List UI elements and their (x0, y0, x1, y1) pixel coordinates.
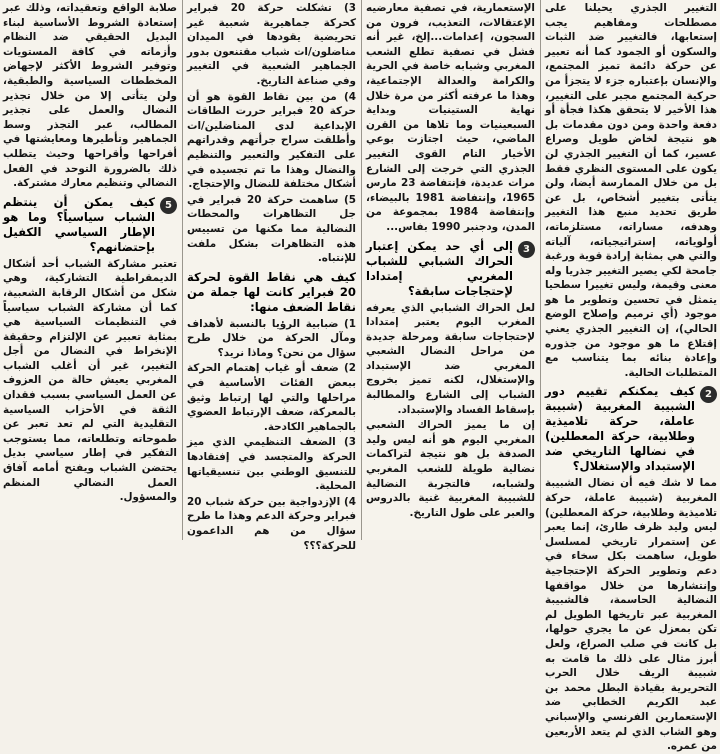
column-divider (361, 0, 362, 540)
interview-question (366, 239, 535, 299)
question-number-badge: 3 (518, 241, 535, 258)
question-text: كيف هي نقاط القوة لحركة 20 فبراير كانت لها جملة من نقاط الضعف منها: (187, 269, 356, 314)
paragraph: 5) ساهمت حركة 20 فبراير في جل التظاهرات والمحطات النضالية مما مكنها من تسييس هذه التظاهرات بشكل ملفت للإنتباه. (187, 193, 356, 265)
paragraph: 1) ضبابية الرؤيا بالنسبة لأهداف ومآل الحركة من خلال طرح سؤال من نحن؟ وماذا نريد؟ (187, 317, 356, 359)
paragraph: 3) الضعف التنظيمي الذي ميز الحركة والمتجسد في إفتقادها للتنسيق الوطني بين تنسيقياتها المحلية. (187, 436, 356, 493)
paragraph: مما لا شك فيه أن نضال الشبيبة المغربية (شبيبة عاملة، حركة تلاميذية وطلابية، حركة المعطلين) ليس وليد ظرف طارئ، إنما يعبر عن إستمرار تاريخي لمسلسل طويل، ساهمت بكل سخاء في دعم وتطوير الحركة الإحتجاجية وإنتشارها من خلال مواقفها النضالية الحاسمة، فالشبيبة المغربية عبر تاريخها الطويل لم تكن بمعزل عن ما يجري حولها، بل كانت في صلب الصراع، ولعل أبرز مثال على ذلك ما قامت به شبيبة الريف خلال الحرب التحريرية بقيادة البطل محمد بن عبد الكريم الخطابي ضد الإستعمارين الفرنسي والإسباني وهو الشاب الذي لم يتعد الأربعين من عمره. (545, 477, 717, 753)
column-divider (182, 0, 183, 540)
paragraph: 2) ضعف أو غياب إهتمام الحركة ببعض الفئات الأساسية في مراحلها والتي لها إرتباط وثيق بالمعركة، ضعف الإرتباط العضوي بالجماهير الكادحة. (187, 362, 356, 433)
interview-question (187, 270, 356, 315)
paragraph: 3) تشكلت حركة 20 فبراير كحركة جماهيرية شعبية غير تحريضية يقودها في الميدان مناضلون/ات شباب مقتنعون بدور الجماهير الشعبية في التغيير وفي صناعة التاريخ. (187, 2, 356, 87)
paragraph: لعل الحراك الشبابي الذي يعرفه المغرب اليوم يعتبر إمتدادا لإحتجاجات سابقة ومرحلة جديدة من مراحل النضال الشعبي المغربي ضد الإستبداد والإستغلال، لكنه تميز بخروج الشباب إلى الشارع والمطالبة بإسقاط الفساد والإستبداد. (366, 301, 535, 416)
paragraph: صلابة الواقع وتعقيداته، وذلك عبر إستعادة الشروط الأساسية لبناء البديل الحقيقي ضد النظام وأزماته في كافة المستويات وتوفير الشروط الأكثر لإجهاض المخططات السياسية والطبقية، ولن يتأتى إلا من خلال تجذير النضال والعمل على تجذير المطالب، عبر التجذر وسط الجماهير وتأطيرها ومعايشتها في أفراحها وأقراحها وحيث يتطلب ذلك بالضرورة التوحد في الفعل النضالي وتنظيم معارك مشتركة. (3, 2, 177, 190)
text-column-1 (542, 0, 720, 753)
text-column-4 (0, 0, 180, 540)
question-text: إلى أي حد يمكن إعتبار الحراك الشبابي للشباب المغربي إمتدادا لإحتجاجات سابقة؟ (366, 238, 513, 298)
interview-question (3, 195, 177, 255)
text-column-2 (363, 0, 538, 540)
question-text: كيف يمكنكم تقييم دور الشبيبة المغربية (شبيبة عاملة، حركة تلاميذية وطلابية، حركة المعطلين) في نضالها التاريخي ضد الإستبداد والإستغلال؟ (545, 384, 695, 474)
paragraph: 4) الإزدواجية بين حركة شباب 20 فبراير وحركة الدعم وهذا ما طرح سؤال من هم الداعمون للحركة؟؟؟ (187, 495, 356, 552)
question-number-badge: 2 (700, 386, 717, 403)
paragraph: تعتبر مشاركة الشباب أحد أشكال الديمقراطية التشاركية، وهي شكل من أشكال الرقابة الشعبية، كما أن مشاركة الشباب سياسياً في التنظيمات السياسية هي بمثابة تعبير عن الإلتزام وحقيقة الإنخراط في النضال من أجل التغيير، غير أن أغلب الشباب المغربي يعيش حالة من العزوف عن العمل السياسي بسبب فقدان الثقة في الأحزاب السياسية التقليدية التي لم تعد تعبر عن طموحاته وتطلعاته، مما يستوجب التفكير في إطار سياسي بديل يحتضن الشباب ويفتح أمامه آفاق العمل النضالي المنظم والمسؤول. (3, 257, 177, 504)
paragraph: الإستعمارية، في تصفية معارضيه الإعتقالات، التعذيب، فرون من السجون، إعدامات...إلخ، غير أنه فشل في تصفية تطلع الشعب المغربي وشبابه خاصة في الحرية والكرامة والعدالة الإجتماعية، وهذا ما عرفته أكثر من مرة خلال نهاية الستينيات وبداية السبعينيات وما تلاها من القرن الماضي، حيث اجتازت بوعي الأخيار التام القوى التغيير الجذري التي خرجت إلى الشارع مرات عديدة، فإنتفاضة 23 مارس 1965، وإنتفاضة 1981 بالبيضاء، وإنتفاضة 1984 بمجموعة من المدن، ودجنبر 1990 بفاس... (366, 2, 535, 233)
question-text: كيف يمكن أن ينتظم الشباب سياسياً؟ وما هو الإطار السياسي الكفيل بإحتضانهم؟ (3, 194, 155, 254)
paragraph: 4) من بين نقاط القوة هو أن حركة 20 فبراير حررت الطاقات الإبداعية لدى المناضلين/ات وأطلقت سراح جرأتهم وقدراتهم على التفكير والتعبير والتنظيم والنضال وهذا ما تم تجسيده في أشكال مختلفة للنضال والإحتجاج. (187, 90, 356, 191)
interview-question (545, 384, 717, 474)
column-divider (540, 0, 541, 540)
text-column-3 (184, 0, 359, 552)
paragraph: إن ما يميز الحراك الشعبي المغربي اليوم هو أنه ليس وليد الصدفة بل هو نتيجة لتراكمات نضالية طويلة للشعب المغربي ولشبابه، فالتجربة النضالية للشبيبة المغربية غنية بالدروس والعبر على طول التاريخ. (366, 419, 535, 519)
question-number-badge: 5 (160, 197, 177, 214)
paragraph: التغيير الجذري يحيلنا على مصطلحات ومفاهيم يجب إستعابها، فالتغيير ضد الثبات والسكون أو الجمود كما أنه تعبير عن حركة دائمة تميز المجتمع، والإنسان بإعتباره جزء لا يتجزأ من حركية المجتمع مجبر على التغيير، هذا الأخير لا يتحقق هكذا فجأة أو دفعة واحدة ومن دون مقدمات بل هو نتيجة لخاض طويل وصراع عسير، كما أن التغيير الجذري لن يكون على المستوى النظري فقط بل من خلال الممارسة أيضا، ولن يتأتى بتغيير أشخاص، بل عن طريق تحديد منبع هذا التغيير وهدفه، مساراته، مستلزماته، أولوياته، إستراتيجياته، آلياته والتي هي بمثابة إرادة قوية ورغبة جامحة لكي يصير التغيير جذريا وله معنى وقيمة، وليس تغييرا سطحيا يتمثل في تحسين وتطوير ما هو موجود (أي ترميم وإصلاح الوضع الحالي)، إن التغيير الجذري يعني إقتلاع ما هو موجود من جذوره وإعادة بنائه بما يتناسب مع المتطلبات الحالية. (545, 2, 717, 379)
